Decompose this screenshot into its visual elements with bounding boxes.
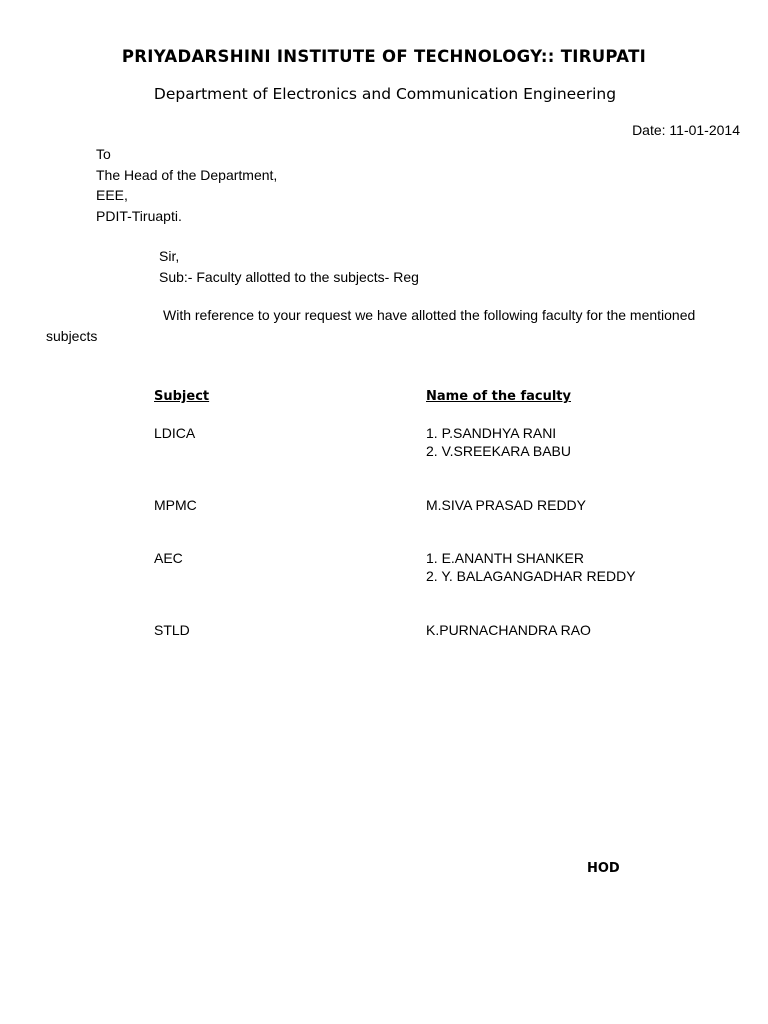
faculty-name: 1. P.SANDHYA RANI xyxy=(426,425,557,441)
table-row-faculty xyxy=(426,621,591,639)
letter-date: Date: 11-01-2014 xyxy=(632,122,740,138)
faculty-name: 2. V.SREEKARA BABU xyxy=(426,443,571,459)
faculty-name: M.SIVA PRASAD REDDY xyxy=(426,497,587,513)
signature-hod: HOD xyxy=(587,861,620,876)
faculty-name: K.PURNACHANDRA RAO xyxy=(426,622,591,638)
recipient-address xyxy=(96,144,277,226)
department-title: Department of Electronics and Communication Engineering xyxy=(153,85,617,103)
recipient-line: The Head of the Department, xyxy=(96,166,278,183)
salutation-block xyxy=(159,246,419,287)
table-row-subject: LDICA xyxy=(154,425,196,441)
faculty-column-header: Name of the faculty xyxy=(426,389,571,404)
faculty-name: 2. Y. BALAGANGADHAR REDDY xyxy=(426,568,636,584)
body-text-line-1: With reference to your request we have allotted the following faculty for the mentioned xyxy=(163,307,696,323)
table-row-faculty xyxy=(426,549,636,585)
table-row-subject: MPMC xyxy=(154,497,197,513)
subject-line: Sub:- Faculty allotted to the subjects- Reg xyxy=(159,268,419,285)
body-text-line-2: subjects xyxy=(46,328,98,344)
recipient-line: EEE, xyxy=(96,187,128,203)
salutation: Sir, xyxy=(159,248,180,264)
recipient-line: PDIT-Tiruapti. xyxy=(96,207,182,224)
recipient-line: To xyxy=(96,146,111,162)
institute-title: PRIYADARSHINI INSTITUTE OF TECHNOLOGY:: TIRUPATI xyxy=(121,47,647,66)
table-row-faculty xyxy=(426,424,571,460)
faculty-name: 1. E.ANANTH SHANKER xyxy=(426,550,584,566)
table-row-subject: STLD xyxy=(154,622,190,638)
table-row-subject: AEC xyxy=(154,550,183,566)
table-row-faculty xyxy=(426,496,586,514)
subject-column-header: Subject xyxy=(154,389,210,404)
